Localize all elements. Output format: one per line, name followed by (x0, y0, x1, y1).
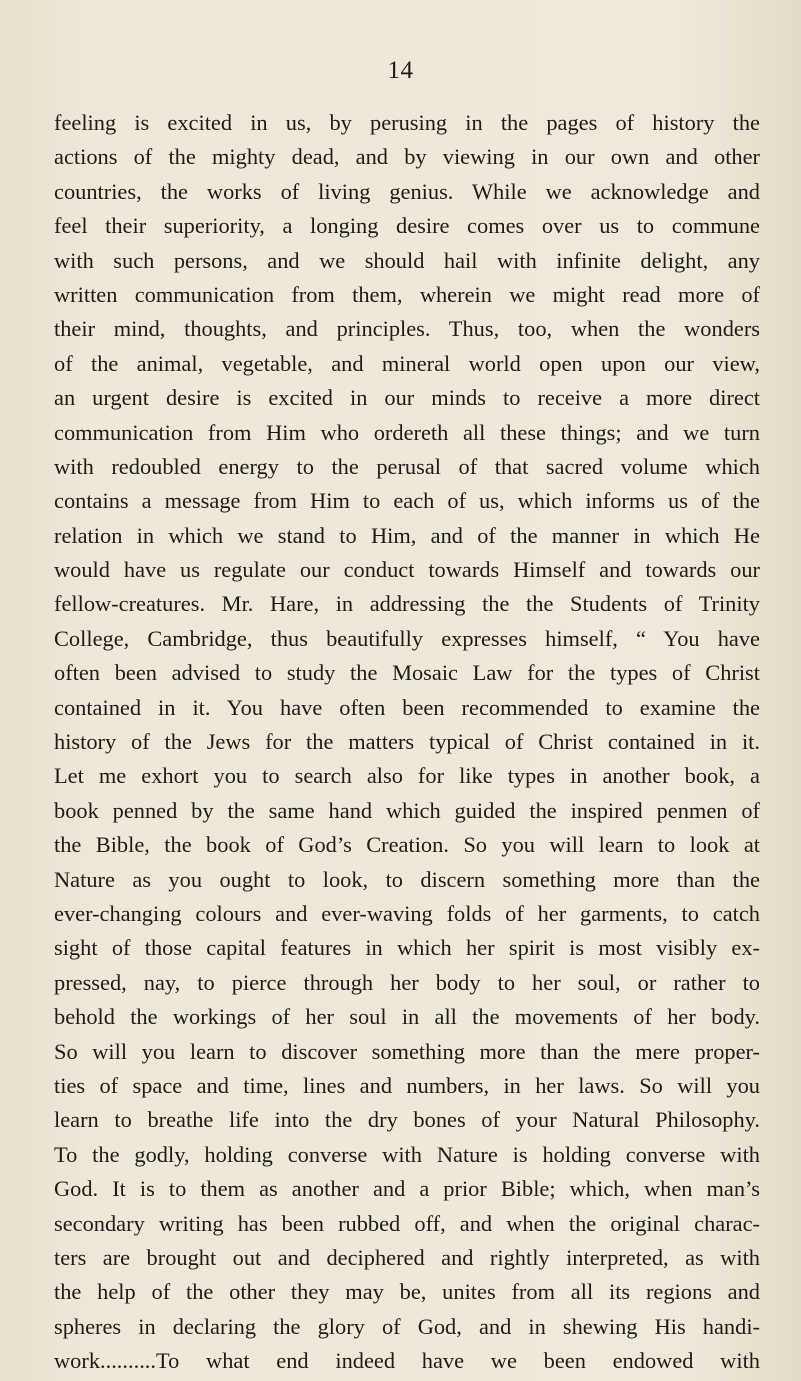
text-line: communication from Him who ordereth all these things; and we turn (54, 419, 760, 445)
text-line: the Bible, the book of God’s Creation. So you will learn to look at (54, 832, 760, 858)
text-line: history of the Jews for the matters typical of Christ contained in it. (54, 729, 760, 755)
text-line: would have us regulate our conduct towards Himself and towards our (54, 557, 760, 583)
text-line: the help of the other they may be, unites from all its regions and (54, 1279, 760, 1305)
text-line: learn to breathe life into the dry bones of your Natural Philosophy. (54, 1107, 760, 1133)
text-line: ever-changing colours and ever-waving folds of her garments, to catch (54, 900, 760, 926)
text-line: sight of those capital features in which her spirit is most visibly ex- (54, 935, 760, 961)
text-line: Nature as you ought to look, to discern something more than the (54, 866, 760, 892)
text-line: feel their superiority, a longing desire comes over us to commune (54, 213, 760, 239)
text-line: an urgent desire is excited in our minds to receive a more direct (54, 385, 760, 411)
text-line: God. It is to them as another and a prior Bible; which, when man’s (54, 1176, 760, 1202)
text-line: with such persons, and we should hail with infinite delight, any (54, 247, 760, 273)
text-line: contains a message from Him to each of us, which informs us of the (54, 488, 760, 514)
text-line: contained in it. You have often been recommended to examine the (54, 694, 760, 720)
text-line: of the animal, vegetable, and mineral world open upon our view, (54, 350, 760, 376)
text-line: often been advised to study the Mosaic Law for the types of Christ (54, 660, 760, 686)
text-line: book penned by the same hand which guided the inspired penmen of (54, 797, 760, 823)
text-line: spheres in declaring the glory of God, and in shewing His handi- (54, 1313, 760, 1339)
text-line: fellow-creatures. Mr. Hare, in addressing the the Students of Trinity (54, 591, 760, 617)
text-line: relation in which we stand to Him, and of the manner in which He (54, 522, 760, 548)
text-line: actions of the mighty dead, and by viewing in our own and other (54, 144, 760, 170)
page-number: 14 (387, 57, 414, 84)
text-line: secondary writing has been rubbed off, and when the original charac- (54, 1210, 760, 1236)
text-line: with redoubled energy to the perusal of that sacred volume which (54, 453, 760, 479)
text-line: College, Cambridge, thus beautifully expresses himself, “ You have (54, 625, 760, 651)
text-line: their mind, thoughts, and principles. Thus, too, when the wonders (54, 316, 760, 342)
text-line: written communication from them, wherein we might read more of (54, 281, 760, 307)
text-line: To the godly, holding converse with Nature is holding converse with (54, 1141, 760, 1167)
text-line: pressed, nay, to pierce through her body to her soul, or rather to (54, 969, 760, 995)
text-line: countries, the works of living genius. While we acknowledge and (54, 178, 760, 204)
text-line: So will you learn to discover something more than the mere proper- (54, 1038, 760, 1064)
text-line: ties of space and time, lines and numbers, in her laws. So will you (54, 1072, 760, 1098)
text-line: Let me exhort you to search also for like types in another book, a (54, 763, 760, 789)
text-line: behold the workings of her soul in all the movements of her body. (54, 1004, 760, 1030)
text-line: work..........To what end indeed have we been endowed with (54, 1348, 760, 1374)
body-text (54, 106, 760, 1378)
text-line: ters are brought out and deciphered and rightly interpreted, as with (54, 1244, 760, 1270)
text-line: feeling is excited in us, by perusing in the pages of history the (54, 110, 760, 135)
